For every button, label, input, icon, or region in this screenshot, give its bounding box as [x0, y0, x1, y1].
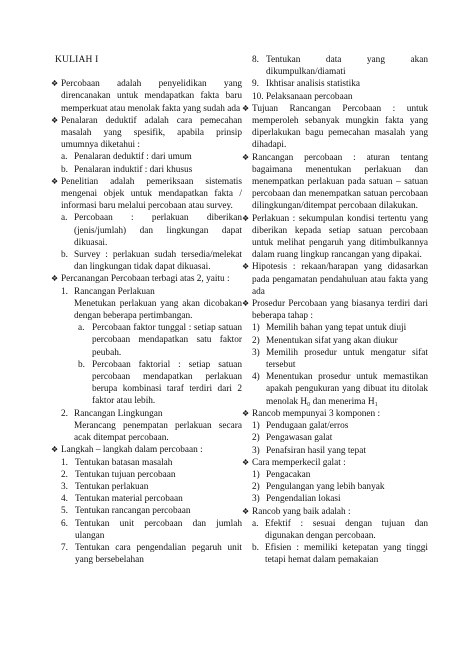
list-item-text: Menetukan perlakuan yang akan dicobakan dengan beberapa pertimbangan.	[74, 298, 242, 322]
list-item	[55, 505, 242, 517]
list-marker: 4.	[61, 494, 68, 505]
list-marker: 1)	[252, 469, 260, 480]
list-item	[246, 420, 428, 432]
list-item-text: Survey : perlakuan sudah tersedia/melekat dan lingkungan tidak dapat dikuasai.	[74, 250, 242, 273]
bullet-icon: ❖	[242, 103, 250, 113]
list-item	[246, 335, 428, 347]
list-item	[246, 322, 428, 334]
list-item-text: Rancob yang baik adalah :	[252, 506, 351, 517]
bullet-icon: ❖	[51, 445, 59, 455]
list-item	[242, 213, 428, 262]
list-item-text: Tentukan unit percobaan dan jumlah ulangan	[75, 518, 242, 541]
list-item-text: Penalaran deduktif : dari umum	[74, 152, 192, 163]
bullet-icon: ❖	[242, 457, 250, 467]
list-item-text: Pengacakan	[266, 469, 311, 480]
bullet-icon: ❖	[242, 408, 250, 418]
list-marker: 2)	[252, 335, 260, 346]
list-item	[55, 249, 242, 273]
list-marker: 2)	[252, 433, 260, 444]
left-column	[51, 54, 242, 566]
list-marker: 2.	[61, 408, 68, 419]
list-item	[246, 493, 428, 505]
list-item-text: Tujuan Rancangan Percobaan : untuk memperoleh sebanyak mungkin fakta yang diperlakukan bagu pemecahan masalah yang dihadapi.	[252, 103, 428, 151]
list-item	[246, 54, 428, 78]
bullet-icon: ❖	[51, 79, 59, 89]
list-item-text: Pengulangan yang lebih banyak	[266, 482, 385, 493]
list-marker: b.	[61, 250, 68, 261]
bullet-icon: ❖	[51, 115, 59, 125]
list-marker: 6.	[61, 518, 68, 529]
list-item-text: Tentukan rancangan percobaan	[75, 506, 191, 517]
list-item	[55, 542, 242, 566]
list-item	[55, 518, 242, 542]
list-item-text: Tentukan tujuan percobaan	[75, 469, 176, 480]
list-item	[246, 78, 428, 90]
list-marker: a.	[61, 213, 68, 224]
list-item	[55, 286, 242, 298]
list-item	[55, 408, 242, 420]
list-item-text: Rancangan percobaan : aturan tentang bagaimana menentukan perlakuan dan menempatkan perlakuan pada satuan – satuan percobaan dan menempatkan satuan percobaan dilingkungan/ditempat percobaan dilakukan.	[252, 152, 428, 212]
list-item-text: Hipotesis : rekaan/harapan yang didasarkan pada pengamatan pendahuluan atau fakta yang ada	[252, 262, 428, 297]
list-item-text: Rancangan Perlakuan	[74, 286, 155, 297]
list-item-text: Percobaan faktorial : setiap satuan percobaan mendapatkan perlakuan berupa kombinasi taraf terdiri dari 2 faktor atau lebih.	[92, 359, 242, 407]
list-item	[242, 408, 428, 420]
list-item-text: Pendugaan galat/erros	[266, 421, 349, 432]
bullet-icon: ❖	[242, 262, 250, 272]
list-item	[55, 481, 242, 493]
list-item-text: Penalaran induktif : dari khusus	[74, 164, 193, 175]
list-item	[242, 506, 428, 518]
list-item	[246, 518, 428, 542]
bullet-icon: ❖	[242, 299, 250, 309]
list-item	[55, 298, 242, 322]
list-marker: 4)	[252, 372, 260, 383]
list-marker: 3)	[252, 347, 260, 358]
list-item	[55, 420, 242, 444]
list-item	[246, 91, 428, 103]
list-item-text: Pelaksanaan percobaan	[266, 91, 353, 102]
list-item-text: Efisien : memiliki ketepatan yang tinggi tetapi hemat dalam pemakaian	[265, 543, 428, 566]
bullet-icon: ❖	[51, 274, 59, 284]
list-item	[55, 164, 242, 176]
list-item-text: Percobaan faktor tunggal : setiap satuan percobaan mendapatkan satu faktor peubah.	[92, 323, 242, 358]
list-item-text: Pengendalian lokasi	[266, 494, 341, 505]
right-list	[242, 54, 428, 567]
list-marker: b.	[78, 359, 85, 370]
list-item-text: Percobaan adalah penyelidikan yang direncanakan untuk mendapatkan fakta baru memperkuat atau menolak fakta yang sudah ada	[61, 79, 242, 114]
list-item	[55, 457, 242, 469]
list-item-text: Prosedur Percobaan yang biasanya terdiri dari beberapa tahap :	[252, 299, 428, 322]
bullet-icon: ❖	[242, 213, 250, 223]
list-marker: 5.	[61, 506, 68, 517]
list-marker: a.	[61, 152, 68, 163]
list-item	[51, 115, 242, 152]
list-marker: 1.	[61, 286, 68, 297]
list-marker: b.	[61, 164, 68, 175]
bullet-icon: ❖	[242, 152, 250, 162]
list-marker: 2.	[61, 469, 68, 480]
list-item-text: Menentukan prosedur untuk memastikan apakah pengukuran yang dibuat itu ditolak menolak H₀ dan menerima H₁	[266, 372, 428, 407]
list-marker: 1)	[252, 323, 260, 334]
list-marker: a.	[78, 323, 85, 334]
left-list	[51, 78, 242, 566]
list-item	[246, 371, 428, 408]
list-item-text: Cara memperkecil galat :	[252, 457, 346, 468]
list-marker: 10.	[252, 91, 264, 102]
list-item	[51, 444, 242, 456]
list-marker: b.	[252, 543, 259, 554]
list-item-text: Efektif : sesuai dengan tujuan dan digunakan dengan percobaan.	[265, 518, 428, 541]
list-item-text: Menentukan sifat yang akan diukur	[266, 335, 398, 346]
list-item-text: Penafsiran hasil yang tepat	[266, 445, 366, 456]
list-item-text: Tentukan perlakuan	[75, 481, 149, 492]
list-item-text: Percobaan : perlakuan diberikan (jenis/jumlah) dan lingkungan dapat dikuasai.	[74, 213, 242, 248]
list-marker: 9.	[252, 79, 259, 90]
list-item	[51, 78, 242, 115]
list-item	[242, 261, 428, 298]
list-marker: a.	[252, 518, 259, 529]
page-title: KULIAH I	[55, 55, 99, 65]
list-marker: 3)	[252, 445, 260, 456]
list-item-text: Merancang penempatan perlakuan secara acak ditempat percobaan.	[74, 420, 242, 444]
list-item-text: Perlakuan : sekumpulan kondisi tertentu yang diberikan kepada setiap satuan percobaan untuk melihat pengaruh yang ditimbulkannya dalam ruang lingkup rancangan yang dipakai.	[252, 213, 428, 261]
list-item	[55, 469, 242, 481]
list-marker: 7.	[61, 542, 68, 553]
list-item-text: Memilih prosedur untuk mengatur sifat tersebut	[266, 347, 428, 371]
list-item-text: Rancangan Lingkungan	[74, 408, 163, 419]
list-item	[242, 457, 428, 469]
list-item-text: Tentukan data yang akan dikumpulkan/diamati	[266, 55, 428, 78]
list-item	[55, 359, 242, 408]
list-item-text: Pengawasan galat	[266, 433, 333, 444]
list-item-text: Ikhtisar analisis statistika	[266, 79, 360, 90]
right-column	[242, 54, 428, 567]
list-item-text: Memilih bahan yang tepat untuk diuji	[266, 323, 407, 334]
list-item	[55, 322, 242, 359]
list-item-text: Tentukan material percobaan	[75, 494, 183, 505]
list-item	[51, 273, 242, 285]
list-item	[246, 432, 428, 444]
list-marker: 8.	[252, 55, 259, 65]
list-item	[246, 542, 428, 566]
list-item	[51, 176, 242, 213]
list-item	[55, 212, 242, 249]
list-marker: 1.	[61, 457, 68, 468]
list-marker: 3.	[61, 481, 68, 492]
list-item	[242, 103, 428, 152]
list-item	[55, 493, 242, 505]
list-marker: 1)	[252, 421, 260, 432]
list-item	[242, 298, 428, 322]
list-marker: 3)	[252, 494, 260, 505]
list-item	[246, 445, 428, 457]
list-item	[242, 152, 428, 213]
list-item-text: Rancob mempunyai 3 komponen :	[252, 408, 381, 419]
list-item	[55, 151, 242, 163]
list-item-text: Penelitian adalah pemeriksaan sistematis mengenai objek untuk mendapatkan fakta / informasi baru melalui percobaan atau survey.	[61, 176, 242, 212]
bullet-icon: ❖	[51, 176, 59, 186]
bullet-icon: ❖	[242, 506, 250, 516]
list-item	[246, 469, 428, 481]
list-marker: 2)	[252, 482, 260, 493]
list-item-text: Tentukan cara pengendalian pegaruh unit yang bersebelahan	[75, 542, 242, 566]
list-item	[246, 481, 428, 493]
list-item-text: Percanangan Percobaan terbagi atas 2, yaitu :	[61, 274, 230, 285]
list-item-text: Tentukan batasan masalah	[75, 457, 173, 468]
list-item	[246, 347, 428, 371]
list-item-text: Penalaran deduktif adalah cara pemecahan masalah yang spesifik, apabila prinsip umumnya diketahui :	[61, 115, 242, 151]
list-item-text: Langkah – langkah dalam percobaan :	[61, 445, 203, 456]
